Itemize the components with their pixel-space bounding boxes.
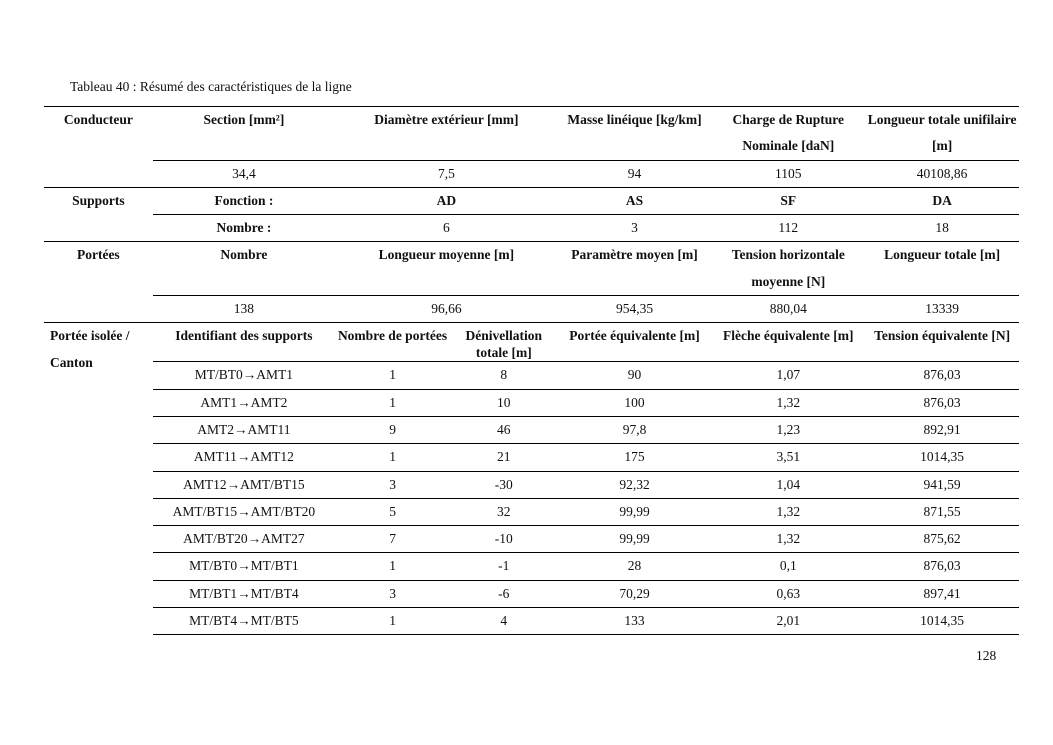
table-row xyxy=(44,553,1019,580)
canton-label xyxy=(44,323,153,635)
support-identifier xyxy=(153,526,335,553)
header-denivellation: Dénivellation totale [m] xyxy=(450,323,558,362)
value-longueur-unifilaire: 40108,86 xyxy=(865,160,1019,187)
support-from: AMT12 xyxy=(183,476,227,492)
cell-tension-equivalente: 876,03 xyxy=(865,553,1019,580)
arrow-right-icon: → xyxy=(237,613,251,629)
cell-denivellation: 32 xyxy=(450,498,558,525)
cell-denivellation: -10 xyxy=(450,526,558,553)
cell-fleche-equivalente: 1,32 xyxy=(711,389,865,416)
cell-fleche-equivalente: 1,04 xyxy=(711,471,865,498)
cell-portee-equivalente: 99,99 xyxy=(558,498,712,525)
support-to: AMT/BT20 xyxy=(250,503,316,519)
arrow-right-icon: → xyxy=(242,367,257,383)
header-portee-equivalente: Portée équivalente [m] xyxy=(558,323,712,362)
conducteur-values-row xyxy=(44,160,1019,187)
support-identifier xyxy=(153,444,335,471)
value-nombre-portees: 138 xyxy=(153,296,335,323)
header-nombre-de-portees: Nombre de portées xyxy=(335,323,450,362)
support-to: MT/BT5 xyxy=(250,613,299,629)
support-to: AMT11 xyxy=(247,421,291,437)
header-longueur-moyenne: Longueur moyenne [m] xyxy=(335,242,557,296)
cell-nombre-portees: 1 xyxy=(335,608,450,635)
cell-denivellation: 10 xyxy=(450,389,558,416)
nombre-as: 3 xyxy=(558,215,712,242)
cell-denivellation: 21 xyxy=(450,444,558,471)
fonction-as: AS xyxy=(558,187,712,214)
header-charge-rupture: Charge de Rupture Nominale [daN] xyxy=(711,107,865,161)
cell-tension-equivalente: 1014,35 xyxy=(865,608,1019,635)
support-identifier xyxy=(153,498,335,525)
arrow-right-icon: → xyxy=(226,476,241,492)
header-tension-horizontale: Tension horizontale moyenne [N] xyxy=(711,242,865,296)
support-identifier xyxy=(153,608,335,635)
cell-fleche-equivalente: 1,23 xyxy=(711,416,865,443)
cell-denivellation: 4 xyxy=(450,608,558,635)
support-from: AMT1 xyxy=(200,394,238,410)
arrow-right-icon: → xyxy=(247,531,262,547)
support-identifier xyxy=(153,389,335,416)
header-nombre-portees: Nombre xyxy=(153,242,335,296)
nombre-label: Nombre : xyxy=(153,215,335,242)
page-number: 128 xyxy=(976,648,997,663)
support-to: AMT2 xyxy=(250,394,288,410)
cell-tension-equivalente: 876,03 xyxy=(865,362,1019,389)
cell-nombre-portees: 1 xyxy=(335,553,450,580)
cell-portee-equivalente: 92,32 xyxy=(558,471,712,498)
support-from: MT/BT4 xyxy=(189,613,238,629)
characteristics-table xyxy=(44,106,1019,635)
cell-portee-equivalente: 99,99 xyxy=(558,526,712,553)
fonction-ad: AD xyxy=(335,187,557,214)
canton-header-row xyxy=(44,323,1019,362)
header-masse: Masse linéique [kg/km] xyxy=(558,107,712,161)
cell-nombre-portees: 5 xyxy=(335,498,450,525)
cell-fleche-equivalente: 0,1 xyxy=(711,553,865,580)
header-parametre-moyen: Paramètre moyen [m] xyxy=(558,242,712,296)
support-identifier xyxy=(153,471,335,498)
cell-fleche-equivalente: 1,07 xyxy=(711,362,865,389)
cell-fleche-equivalente: 0,63 xyxy=(711,580,865,607)
header-fleche-equivalente: Flèche équivalente [m] xyxy=(711,323,865,362)
nombre-ad: 6 xyxy=(335,215,557,242)
table-row xyxy=(44,416,1019,443)
cell-fleche-equivalente: 2,01 xyxy=(711,608,865,635)
cell-nombre-portees: 9 xyxy=(335,416,450,443)
table-row xyxy=(44,580,1019,607)
value-parametre-moyen: 954,35 xyxy=(558,296,712,323)
cell-denivellation: -30 xyxy=(450,471,558,498)
cell-tension-equivalente: 876,03 xyxy=(865,389,1019,416)
header-tension-equivalente: Tension équivalente [N] xyxy=(865,323,1019,362)
cell-portee-equivalente: 133 xyxy=(558,608,712,635)
support-from: AMT/BT20 xyxy=(183,531,248,547)
table-row xyxy=(44,444,1019,471)
arrow-right-icon: → xyxy=(234,421,248,437)
supports-label: Supports xyxy=(44,187,153,242)
cell-nombre-portees: 1 xyxy=(335,389,450,416)
cell-nombre-portees: 1 xyxy=(335,444,450,471)
table-row xyxy=(44,526,1019,553)
table-caption: Tableau 40 : Résumé des caractéristiques de la ligne xyxy=(70,79,352,94)
cell-nombre-portees: 3 xyxy=(335,580,450,607)
supports-nombre-row xyxy=(44,215,1019,242)
fonction-da: DA xyxy=(865,187,1019,214)
conducteur-header-row xyxy=(44,107,1019,161)
supports-fonction-row xyxy=(44,187,1019,214)
support-to: AMT12 xyxy=(250,449,294,465)
portees-label: Portées xyxy=(44,242,153,323)
support-to: MT/BT1 xyxy=(250,558,299,574)
support-identifier xyxy=(153,362,335,389)
table-row xyxy=(44,389,1019,416)
support-identifier xyxy=(153,580,335,607)
cell-portee-equivalente: 28 xyxy=(558,553,712,580)
support-to: AMT27 xyxy=(261,531,305,547)
canton-label-line2: Canton xyxy=(50,354,93,370)
header-identifiant-supports: Identifiant des supports xyxy=(153,323,335,362)
table-row xyxy=(44,362,1019,389)
cell-tension-equivalente: 1014,35 xyxy=(865,444,1019,471)
table-row xyxy=(44,608,1019,635)
support-from: MT/BT1 xyxy=(189,585,238,601)
cell-portee-equivalente: 90 xyxy=(558,362,712,389)
cell-denivellation: -1 xyxy=(450,553,558,580)
header-longueur-totale: Longueur totale [m] xyxy=(865,242,1019,296)
fonction-sf: SF xyxy=(711,187,865,214)
cell-fleche-equivalente: 1,32 xyxy=(711,498,865,525)
value-section: 34,4 xyxy=(153,160,335,187)
support-from: MT/BT0 xyxy=(194,367,243,383)
arrow-right-icon: → xyxy=(237,558,251,574)
cell-tension-equivalente: 892,91 xyxy=(865,416,1019,443)
canton-label-line1: Portée isolée / xyxy=(50,328,130,344)
arrow-right-icon: → xyxy=(237,394,251,410)
value-charge-rupture: 1105 xyxy=(711,160,865,187)
cell-portee-equivalente: 97,8 xyxy=(558,416,712,443)
nombre-sf: 112 xyxy=(711,215,865,242)
nombre-da: 18 xyxy=(865,215,1019,242)
support-identifier xyxy=(153,553,335,580)
cell-denivellation: -6 xyxy=(450,580,558,607)
cell-portee-equivalente: 100 xyxy=(558,389,712,416)
value-tension-horizontale: 880,04 xyxy=(711,296,865,323)
conducteur-label: Conducteur xyxy=(44,107,153,188)
support-from: MT/BT0 xyxy=(189,558,238,574)
header-section: Section [mm²] xyxy=(153,107,335,161)
cell-nombre-portees: 3 xyxy=(335,471,450,498)
portees-header-row xyxy=(44,242,1019,296)
portees-values-row xyxy=(44,296,1019,323)
support-from: AMT/BT15 xyxy=(172,503,238,519)
support-to: AMT1 xyxy=(256,367,294,383)
cell-nombre-portees: 1 xyxy=(335,362,450,389)
value-longueur-totale: 13339 xyxy=(865,296,1019,323)
cell-portee-equivalente: 70,29 xyxy=(558,580,712,607)
cell-fleche-equivalente: 3,51 xyxy=(711,444,865,471)
support-to: MT/BT4 xyxy=(250,585,299,601)
cell-denivellation: 46 xyxy=(450,416,558,443)
cell-denivellation: 8 xyxy=(450,362,558,389)
fonction-label: Fonction : xyxy=(153,187,335,214)
value-longueur-moyenne: 96,66 xyxy=(335,296,557,323)
cell-tension-equivalente: 941,59 xyxy=(865,471,1019,498)
table-row xyxy=(44,498,1019,525)
cell-tension-equivalente: 871,55 xyxy=(865,498,1019,525)
cell-fleche-equivalente: 1,32 xyxy=(711,526,865,553)
support-from: AMT11 xyxy=(193,449,237,465)
cell-nombre-portees: 7 xyxy=(335,526,450,553)
header-diametre: Diamètre extérieur [mm] xyxy=(335,107,557,161)
header-longueur-unifilaire: Longueur totale unifilaire [m] xyxy=(865,107,1019,161)
table-row xyxy=(44,471,1019,498)
support-from: AMT2 xyxy=(197,421,235,437)
cell-tension-equivalente: 875,62 xyxy=(865,526,1019,553)
arrow-right-icon: → xyxy=(237,585,251,601)
cell-portee-equivalente: 175 xyxy=(558,444,712,471)
support-identifier xyxy=(153,416,335,443)
cell-tension-equivalente: 897,41 xyxy=(865,580,1019,607)
arrow-right-icon: → xyxy=(237,503,251,519)
arrow-right-icon: → xyxy=(236,449,251,465)
support-to: AMT/BT15 xyxy=(240,476,305,492)
value-diametre: 7,5 xyxy=(335,160,557,187)
value-masse: 94 xyxy=(558,160,712,187)
